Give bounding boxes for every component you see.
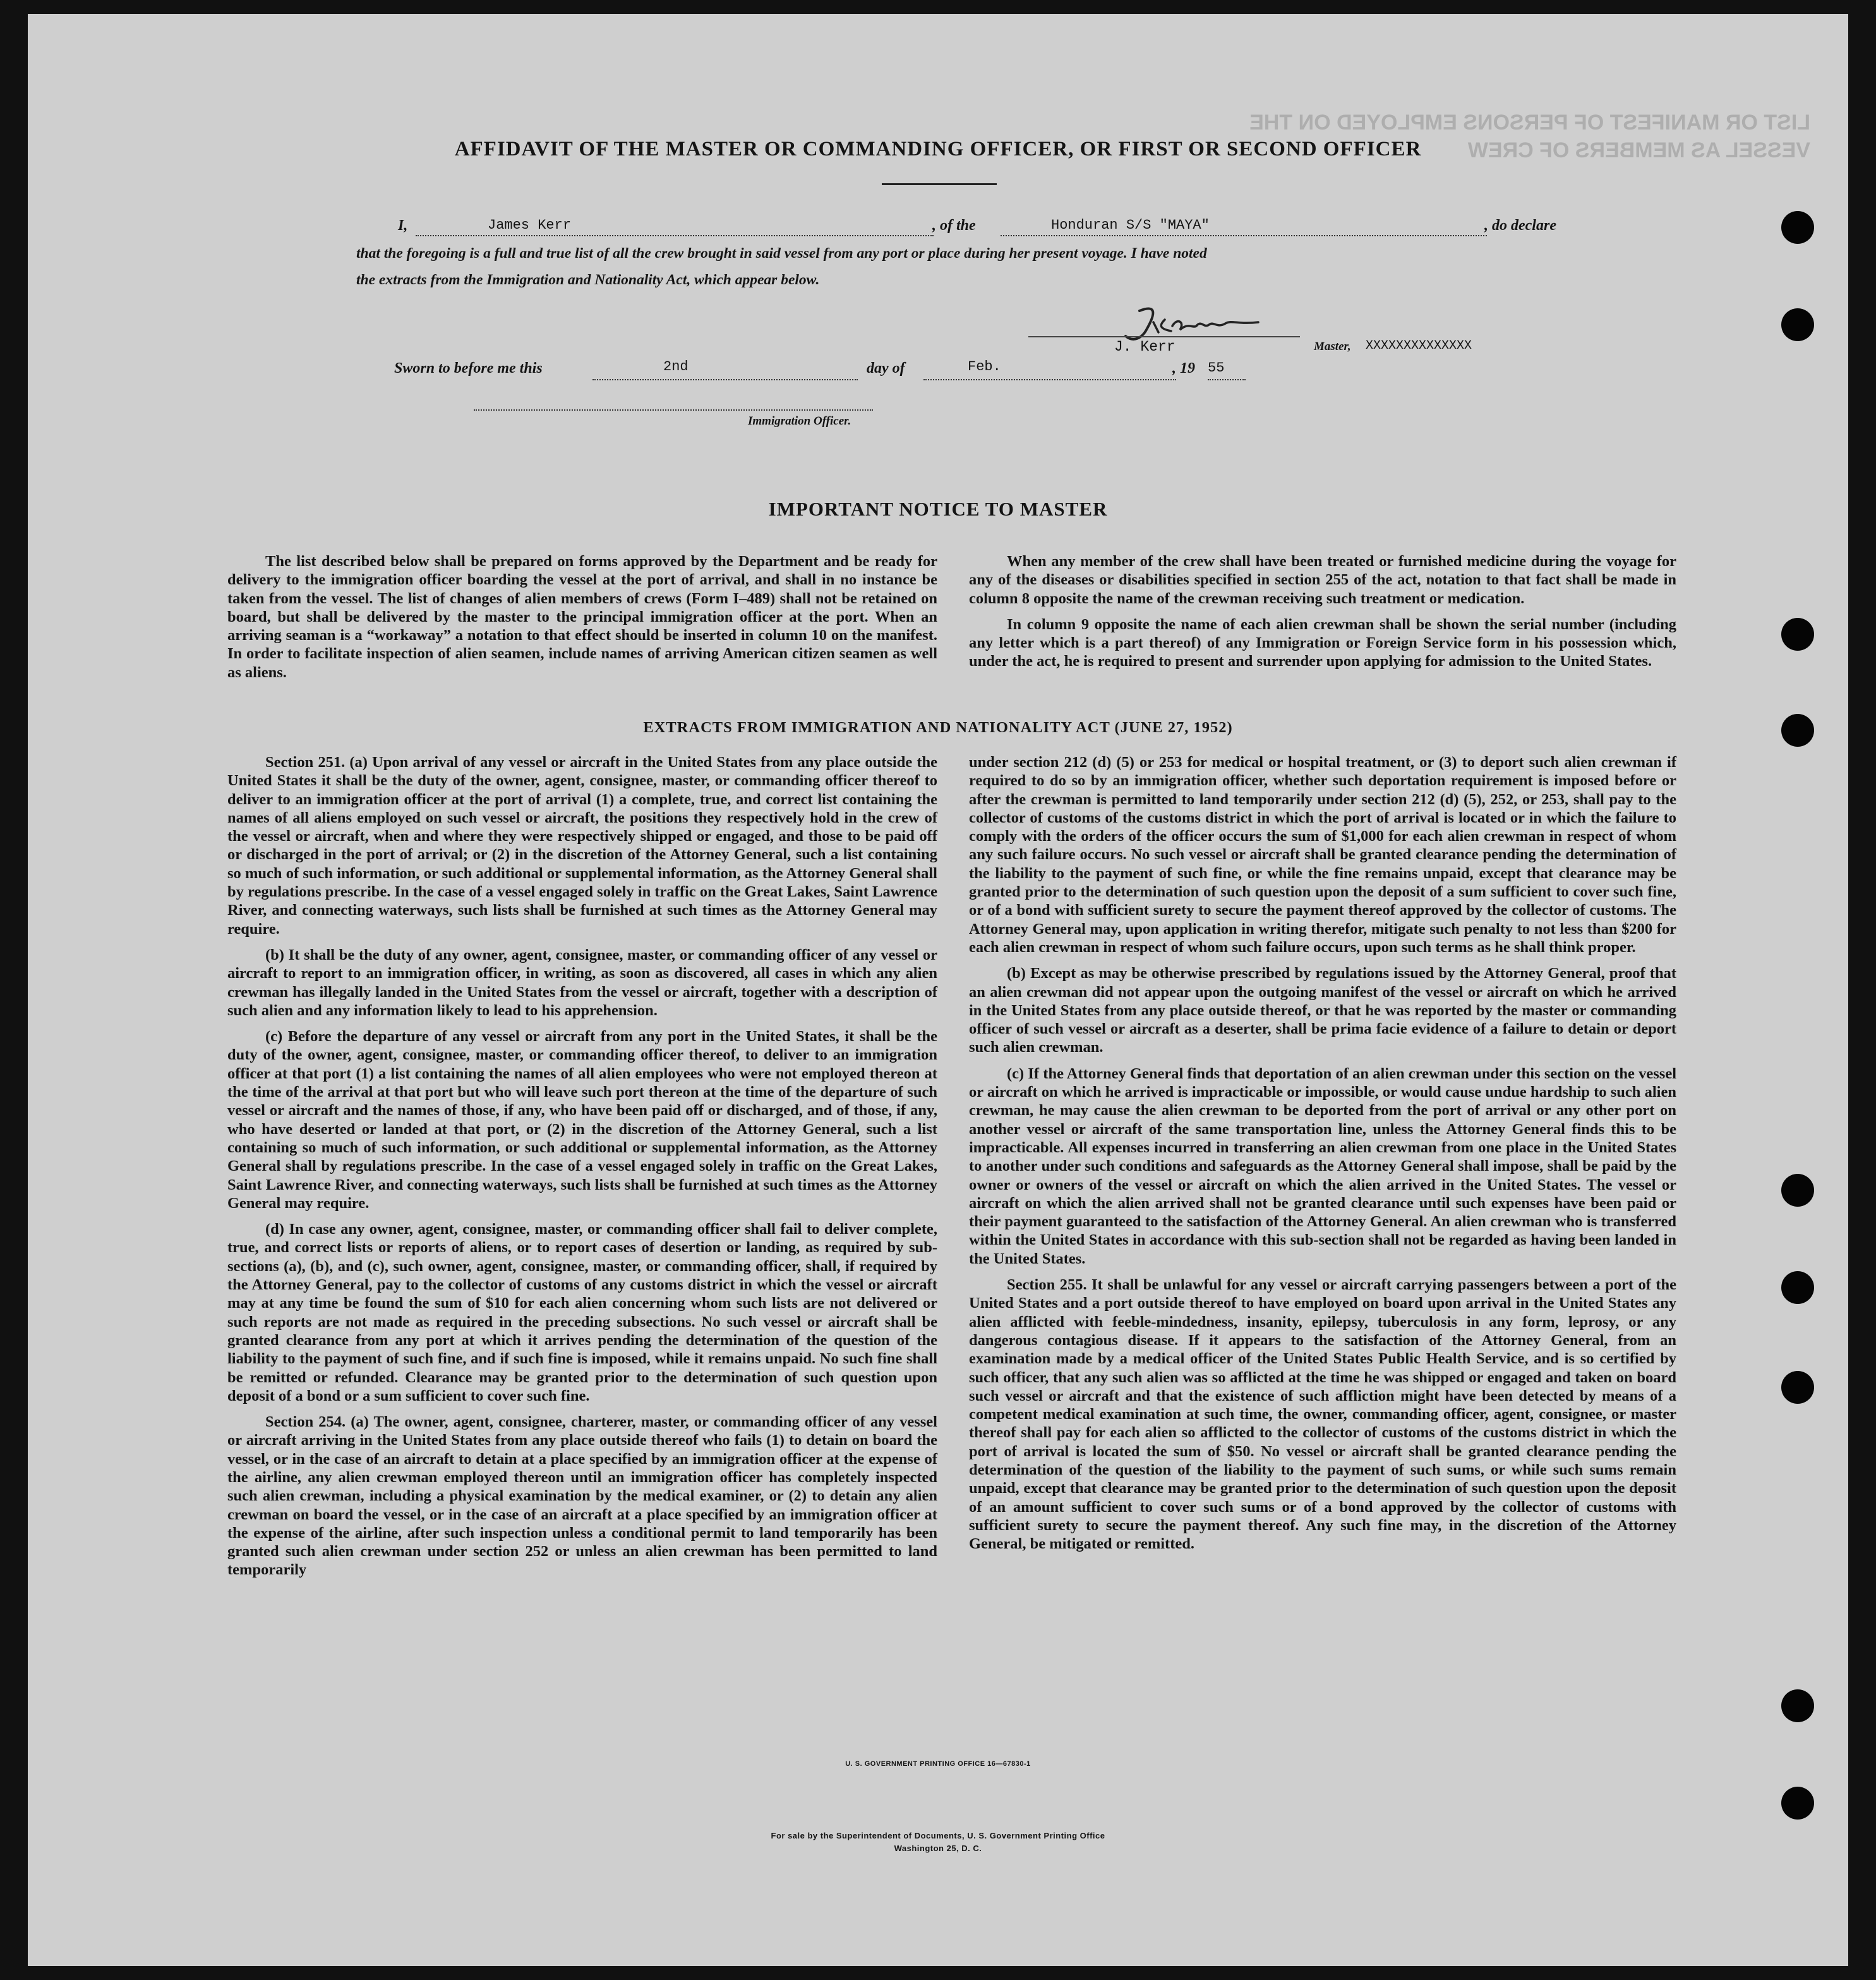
section-254-c: (c) If the Attorney General finds that deportation of an alien crewman under this section on the vessel or aircraft on which he arrived is impracticable or impossible, or would cause undue hardship to such alien crewman, he may cause the alien crewman to be deported from the port of arrival or any other port on another vessel or aircraft of the same transportation line, unless the Attorney General finds this to be impracticable. All expenses incurred in transferring an alien crewman from one place in the United States to another under such conditions and safeguards as the Attorney General shall impose, shall be paid by the owner or owners of the vessel or aircraft on which the alien arrived in the United States. The vessel or aircraft on which the alien arrived shall not be granted clearance until such expenses have been paid or their payment guaranteed to the satisfaction of the Attorney General. An alien crewman who is transferred within the United States in accordance with this sub-section shall not be regarded as having been landed in the United States. — [969, 1065, 1676, 1267]
notice-left-column — [227, 552, 937, 689]
year-suffix: 55 — [1208, 360, 1225, 376]
vessel-line — [1001, 235, 1487, 236]
year-line — [1208, 379, 1246, 380]
extracts-title: EXTRACTS FROM IMMIGRATION AND NATIONALITY ACT (JUNE 27, 1952) — [643, 719, 1233, 736]
extracts-left-column — [227, 753, 937, 1587]
sworn-day-line — [592, 379, 858, 380]
immigration-officer-line — [474, 409, 873, 411]
extracts-right-column — [969, 753, 1676, 1560]
sworn-label: Sworn to before me this — [394, 360, 543, 377]
punch-hole — [1781, 618, 1814, 651]
punch-hole — [1781, 1787, 1814, 1820]
title-rule — [882, 183, 997, 185]
master-name: James Kerr — [488, 217, 572, 233]
bleed-through-text: LIST OR MANIFEST OF PERSONS EMPLOYED ON THE VESSEL AS MEMBERS OF CREW — [1249, 111, 1810, 162]
sworn-day: 2nd — [663, 359, 688, 375]
notice-right-paragraph-1: When any member of the crew shall have been treated or furnished medicine during the voyage for any of the diseases or disabilities specified in section 255 of the act, notation to that fact shall be made in column 8 opposite the name of the crewman receiving such treatment or medication. — [969, 553, 1676, 607]
notice-right-column — [969, 552, 1676, 679]
declaration-line-2: the extracts from the Immigration and Nationality Act, which appear below. — [356, 272, 820, 288]
section-255: Section 255. It shall be unlawful for any vessel or aircraft carrying passengers between a port of the United States and a port outside thereof to have employed on board upon arrival in the United States any alien afflicted with feeble-mindedness, insanity, epilepsy, tuberculosis in any form, leprosy, or any dangerous contagious disease. If it appears to the satisfaction of the Attorney General, from an examination made by a medical officer of the United States Public Health Service, and is so certified by such officer, that any such alien was so afflicted at the time he was shipped or engaged and taken on board such vessel or aircraft and that the existence of such affliction might have been detected by means of a competent medical examination at such time, the owner, commanding officer, agent, consignee, or master thereof shall pay for each alien so afflicted to the collector of customs of the customs district in which the port of arrival is located the sum of $50. No vessel or aircraft shall be granted clearance pending the determination of the question of the liability to the payment of such sums, or while such sums remain unpaid, except that clearance may be granted prior to the determination of such question upon the deposit of an amount sufficient to cover such sums or of a bond approved by the collector of customs with sufficient surety to secure the payment thereof. Any such fine may, in the discretion of the Attorney General, be mitigated or remitted. — [969, 1276, 1676, 1553]
section-254-b: (b) Except as may be otherwise prescribed by regulations issued by the Attorney General, proof that an alien crewman did not appear upon the outgoing manifest of the vessel or aircraft on which he arrived in the United States from any place outside thereof, or that he was reported by the master or commanding officer of such vessel or aircraft as a deserter, shall be prima facie evidence of a failure to detain or deport such alien crewman. — [969, 965, 1676, 1056]
notice-left-paragraph: The list described below shall be prepared on forms approved by the Department and be ready for delivery to the immigration officer boarding the vessel at the port of arrival, and shall in no instance be taken from the vessel. The list of changes of alien members of crews (Form I–489) shall not be retained on board, but shall be delivered by the master to the principal immigration officer at the port. When an arriving seaman is a “workaway” a notation to that effect should be inserted in column 10 on the manifest. In order to facilitate inspection of alien seamen, include names of arriving American citizen seamen as well as aliens. — [227, 553, 937, 681]
sale-notice-line-1: For sale by the Superintendent of Documents, U. S. Government Printing Office — [771, 1831, 1105, 1840]
vessel-name: Honduran S/S "MAYA" — [1051, 217, 1210, 233]
do-declare-label: , do declare — [1484, 217, 1556, 234]
notice-title: IMPORTANT NOTICE TO MASTER — [768, 498, 1108, 520]
immigration-officer-label: Immigration Officer. — [748, 414, 851, 428]
document-page — [28, 14, 1848, 1966]
signature-line — [1028, 336, 1300, 337]
punch-hole — [1781, 1371, 1814, 1404]
declaration-line-1: that the foregoing is a full and true list of all the crew brought in said vessel from any port or place during her present voyage. I have noted — [356, 245, 1207, 262]
section-251-b: (b) It shall be the duty of any owner, agent, consignee, master, or commanding officer of any vessel or aircraft to report to an immigration officer, in writing, as soon as discovered, all cases in which any alien crewman has illegally landed in the United States from the vessel or aircraft, together with a description of such alien and any information likely to lead to his apprehension. — [227, 946, 937, 1019]
year-prefix: , 19 — [1172, 360, 1195, 377]
day-of-label: day of — [867, 360, 905, 377]
section-251-a: Section 251. (a) Upon arrival of any vessel or aircraft in the United States from any place outside the United States it shall be the duty of the owner, agent, consignee, master, or commanding officer thereof to deliver to an immigration officer at the port of arrival (1) a complete, true, and correct list containing the names of all aliens employed on such vessel or aircraft, the positions they respectively hold in the crew of the vessel or aircraft, when and where they were respectively shipped or engaged, and those to be paid off or discharged in the port of arrival; or (2) in the discretion of the Attorney General, such a list containing so much of such information, or such additional or supplemental information, as the Attorney General shall by regulations prescribe. In the case of a vessel engaged solely in traffic on the Great Lakes, Saint Lawrence River, and connecting waterways, such lists shall be furnished at such times as the Attorney General may require. — [227, 754, 937, 938]
of-the-label: , of the — [932, 217, 976, 234]
name-line — [416, 235, 934, 236]
section-251-c: (c) Before the departure of any vessel or aircraft from any port in the United States, it shall be the duty of the owner, agent, consignee, master, or commanding officer thereof, to deliver to an immigration officer at that port (1) a list containing the names of all alien employees who were not employed thereon at the time of the arrival at that port but who will leave such port thereon at the time of the departure of such vessel or aircraft and the names of those, if any, who have been paid off or discharged, and of those, if any, who have deserted or landed at that port, or (2) in the discretion of the Attorney General, such a list containing so much of such information, or such additional or supplemental information, as the Attorney General shall by regulations prescribe. In the case of a vessel engaged solely in traffic on the Great Lakes, Saint Lawrence River, and connecting waterways, such lists shall be furnished at such times as the Attorney General may require. — [227, 1028, 937, 1212]
punch-hole — [1781, 1271, 1814, 1304]
section-254-a: Section 254. (a) The owner, agent, consignee, charterer, master, or commanding officer of any vessel or aircraft arriving in the United States from any place outside thereof who fails (1) to detain on board the vessel, or in the case of an aircraft to detain at a place specified by an immigration officer at the expense of the airline, any alien crewman employed thereon until an immigration officer has completely inspected such alien crewman, including a physical examination by the medical examiner, or (2) to detain any alien crewman on board the vessel, or in the case of an aircraft at a place specified by an immigration officer at the expense of the airline, after such inspection unless a conditional permit to land temporarily has been granted such alien crewman under section 252 or unless an alien crewman has been permitted to land temporarily — [227, 1413, 937, 1579]
sworn-month: Feb. — [968, 359, 1001, 375]
sworn-month-line — [923, 379, 1176, 380]
punch-hole — [1781, 1689, 1814, 1722]
signature-typed-name: J. Kerr — [1114, 339, 1176, 355]
i-label: I, — [398, 217, 408, 234]
affidavit-title: AFFIDAVIT OF THE MASTER OR COMMANDING OFFICER, OR FIRST OR SECOND OFFICER — [454, 138, 1422, 160]
section-251-d: (d) In case any owner, agent, consignee, master, or commanding officer shall fail to deliver complete, true, and correct lists or reports of aliens, or to report cases of desertion or landing, as required by sub-sections (a), (b), and (c), such owner, agent, consignee, master, or commanding officer, shall, if required by the Attorney General, pay to the collector of customs of any customs district in which the vessel or aircraft may at any time be found the sum of $10 for each alien concerning whom such lists are not delivered or such reports are not made as required in the preceding subsections. No such vessel or aircraft shall be granted clearance from any port at which it arrives pending the determination of the question of the liability to the payment of such fine, and if such fine is imposed, while it remains unpaid. No such fine shall be remitted or refunded. Clearance may be granted prior to the determination of such question upon deposit of a bond or a sum sufficient to cover such fine. — [227, 1221, 937, 1404]
notice-right-paragraph-2: In column 9 opposite the name of each alien crewman shall be shown the serial number (including any letter which is a part thereof) of any Immigration or Foreign Service form in his possession which, under the act, he is required to present and surrender upon applying for admission to the United States. — [969, 615, 1676, 670]
sale-notice-line-2: Washington 25, D. C. — [894, 1844, 982, 1853]
section-254-a-continued: under section 212 (d) (5) or 253 for medical or hospital treatment, or (3) to deport such alien crewman if required to do so by an immigration officer, whether such deportation requirement is imposed before or after the crewman is permitted to land temporarily under section 212 (d) (5), 252, or 253, shall pay to the collector of customs of the customs district in which the port of arrival is located or in which the failure to comply with the orders of the officer occurs the sum of $1,000 for each alien crewman in respect of whom any such failure occurs. No such vessel or aircraft shall be granted clearance pending the determination of the liability to the payment of such fine, or while the fine remains unpaid, except that clearance may be granted prior to the determination of such question upon the deposit of a sum sufficient to cover such fine, or of a bond with sufficient surety to secure the payment thereof approved by the collector of customs. The Attorney General may, upon application in writing therefor, mitigate such penalty to not less than $200 for each alien crewman in respect of whom such failure occurs, upon such terms as he shall think proper. — [969, 754, 1676, 956]
punch-hole — [1781, 211, 1814, 244]
punch-hole — [1781, 308, 1814, 341]
gpo-imprint: U. S. GOVERNMENT PRINTING OFFICE 16—67830-1 — [845, 1760, 1031, 1768]
master-struck-text: XXXXXXXXXXXXXX — [1366, 339, 1472, 353]
punch-hole — [1781, 1174, 1814, 1207]
master-label: Master, — [1314, 340, 1351, 353]
